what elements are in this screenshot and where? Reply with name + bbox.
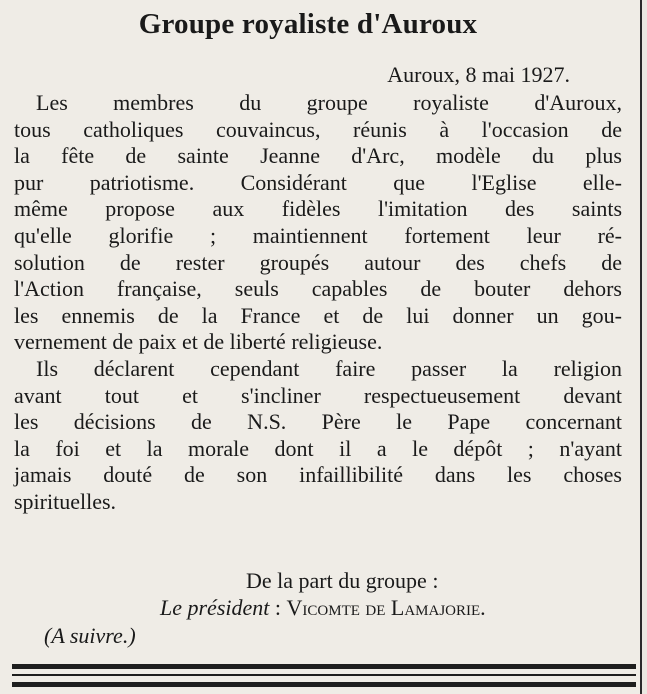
continued-note: (A suivre.) <box>44 623 136 648</box>
signature-name: Vicomte de Lamajorie. <box>286 595 486 620</box>
paragraph-2 <box>14 356 622 516</box>
text-line: solution de rester groupés autour des chefs de <box>14 249 622 275</box>
text-line: pur patriotisme. Considérant que l'Eglise elle- <box>14 169 622 195</box>
signature-line <box>160 595 486 621</box>
text-line: la foi et la morale dont il a le dépôt ; n'ayant <box>14 435 622 461</box>
paragraph-1 <box>14 90 622 356</box>
article-dateline: Auroux, 8 mai 1927. <box>387 62 570 87</box>
signature-role: Le président <box>160 595 270 620</box>
text-line: l'Action française, seuls capables de bouter dehors <box>14 276 622 302</box>
text-line: avant tout et s'incliner respectueusement devant <box>14 382 622 408</box>
text-line: les ennemis de la France et de lui donner un gou- <box>14 302 622 328</box>
text-line: les décisions de N.S. Père le Pape concernant <box>14 409 622 435</box>
text-line: qu'elle glorifie ; maintiennent fortement leur ré- <box>14 222 622 248</box>
column-rule <box>640 0 642 694</box>
text-line: tous catholiques couvaincus, réunis à l'occasion de <box>14 116 622 142</box>
section-divider <box>12 664 636 669</box>
signature-intro: De la part du groupe : <box>246 568 439 593</box>
text-line: Les membres du groupe royaliste d'Auroux, <box>36 90 622 115</box>
text-line: jamais douté de son infaillibilité dans les choses <box>14 462 622 488</box>
article-title: Groupe royaliste d'Auroux <box>138 8 478 40</box>
signature-separator: : <box>269 595 287 620</box>
section-divider <box>12 674 636 676</box>
text-line: spirituelles. <box>14 488 117 514</box>
text-line: Ils déclarent cependant faire passer la religion <box>36 355 622 381</box>
article-body <box>14 90 622 516</box>
section-divider <box>12 682 636 687</box>
text-line: la fête de sainte Jeanne d'Arc, modèle du plus <box>14 143 622 169</box>
text-line: vernement de paix et de liberté religieuse. <box>14 329 383 355</box>
text-line: même propose aux fidèles l'imitation des saints <box>14 196 622 222</box>
